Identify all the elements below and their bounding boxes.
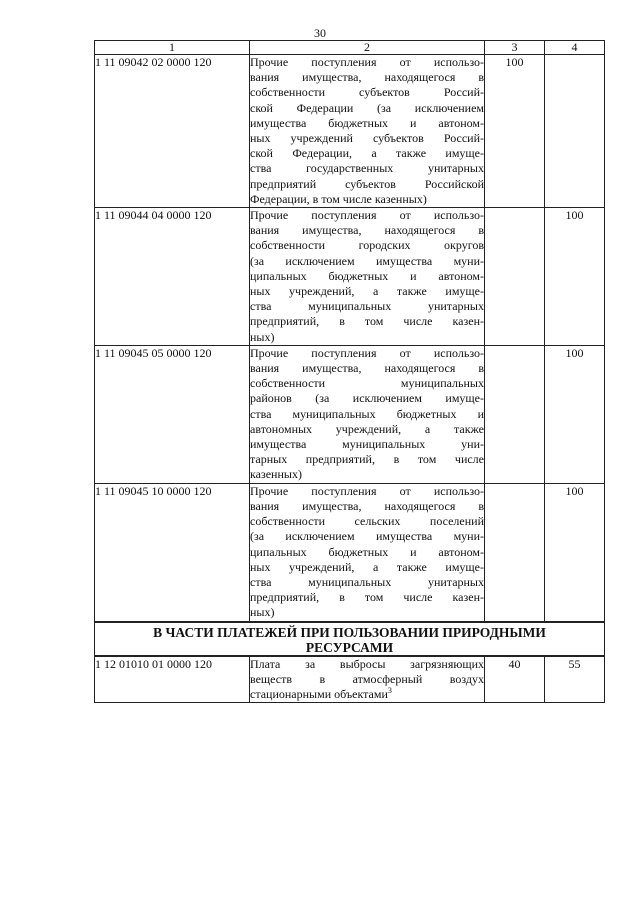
desc-line: ства государственных унитарных [250, 161, 484, 176]
row-col-3: 100 [485, 55, 545, 208]
desc-line: Прочие поступления от использо- [250, 483, 484, 498]
desc-line: Прочие поступления от использо- [250, 345, 484, 360]
desc-line: имущества муниципальных уни- [250, 437, 484, 452]
section-title [95, 622, 605, 656]
desc-line: ской Федерации, а также имуще- [250, 146, 484, 161]
row-description [250, 345, 485, 483]
section-row [95, 622, 605, 656]
desc-line: (за исключением имущества муни- [250, 253, 484, 268]
desc-line: предприятий, в том числе казен- [250, 590, 484, 605]
row-description [250, 55, 485, 208]
desc-line [250, 687, 484, 702]
desc-line: ства муниципальных унитарных [250, 574, 484, 589]
table-body [95, 55, 605, 622]
desc-line: ных учреждений, а также имуще- [250, 559, 484, 574]
row-col-4: 100 [545, 208, 605, 346]
desc-line: казенных) [250, 467, 302, 482]
row-code: 1 11 09044 04 0000 120 [95, 208, 250, 346]
desc-line: собственности муниципальных [250, 376, 484, 391]
desc-line: собственности городских округов [250, 238, 484, 253]
desc-line: ных учреждений субъектов Россий- [250, 131, 484, 146]
desc-line: предприятий субъектов Российской [250, 176, 484, 191]
header-col-3: 3 [485, 41, 545, 55]
table-row-last [95, 656, 605, 703]
desc-text: стационарными объектами [250, 686, 388, 701]
desc-line: ных учреждений, а также имуще- [250, 284, 484, 299]
desc-line: ных) [250, 605, 275, 620]
desc-line: тарных предприятий, в том числе [250, 452, 484, 467]
desc-line: вания имущества, находящегося в [250, 361, 484, 376]
desc-line: ства муниципальных унитарных [250, 299, 484, 314]
desc-line: (за исключением имущества муни- [250, 529, 484, 544]
desc-line: имущества бюджетных и автоном- [250, 115, 484, 130]
table-row [95, 345, 605, 483]
row-col-4 [545, 55, 605, 208]
desc-line: Плата за выбросы загрязняющих [250, 656, 484, 671]
desc-line: ской Федерации (за исключением [250, 100, 484, 115]
desc-line: районов (за исключением имуще- [250, 391, 484, 406]
desc-line: ства муниципальных бюджетных и [250, 406, 484, 421]
desc-line: вания имущества, находящегося в [250, 498, 484, 513]
desc-line: предприятий, в том числе казен- [250, 314, 484, 329]
row-code: 1 11 09042 02 0000 120 [95, 55, 250, 208]
row-col-3 [485, 483, 545, 621]
row-col-4: 100 [545, 345, 605, 483]
table-row [95, 55, 605, 208]
row-code: 1 12 01010 01 0000 120 [95, 656, 250, 703]
desc-line: вания имущества, находящегося в [250, 70, 484, 85]
header-col-2: 2 [250, 41, 485, 55]
desc-line: собственности субъектов Россий- [250, 85, 484, 100]
desc-line: ципальных бюджетных и автоном- [250, 268, 484, 283]
row-code: 1 11 09045 10 0000 120 [95, 483, 250, 621]
desc-line: Федерации, в том числе казенных) [250, 191, 427, 206]
desc-line: автономных учреждений, а также [250, 421, 484, 436]
row-col-3: 40 [485, 656, 545, 703]
header-col-1: 1 [95, 41, 250, 55]
desc-line: ных) [250, 329, 275, 344]
row-description [250, 208, 485, 346]
row-col-3 [485, 208, 545, 346]
desc-line: Прочие поступления от использо- [250, 55, 484, 69]
desc-line: Прочие поступления от использо- [250, 208, 484, 223]
desc-line: вания имущества, находящегося в [250, 223, 484, 238]
revenue-table [94, 40, 605, 703]
row-code: 1 11 09045 05 0000 120 [95, 345, 250, 483]
page-number: 30 [314, 26, 326, 40]
row-col-4: 100 [545, 483, 605, 621]
row-col-3 [485, 345, 545, 483]
section-title-line-2: РЕСУРСАМИ [305, 639, 394, 655]
desc-line: собственности сельских поселений [250, 514, 484, 529]
table-row [95, 208, 605, 346]
header-row [95, 41, 605, 55]
row-description [250, 656, 485, 703]
header-col-4: 4 [545, 41, 605, 55]
footnote-marker: 3 [387, 685, 392, 695]
section-title-line-1: В ЧАСТИ ПЛАТЕЖЕЙ ПРИ ПОЛЬЗОВАНИИ ПРИРОДНЫМИ [153, 624, 546, 640]
row-col-4: 55 [545, 656, 605, 703]
table-row [95, 483, 605, 621]
row-description [250, 483, 485, 621]
desc-line: ципальных бюджетных и автоном- [250, 544, 484, 559]
desc-line: веществ в атмосферный воздух [250, 671, 484, 686]
